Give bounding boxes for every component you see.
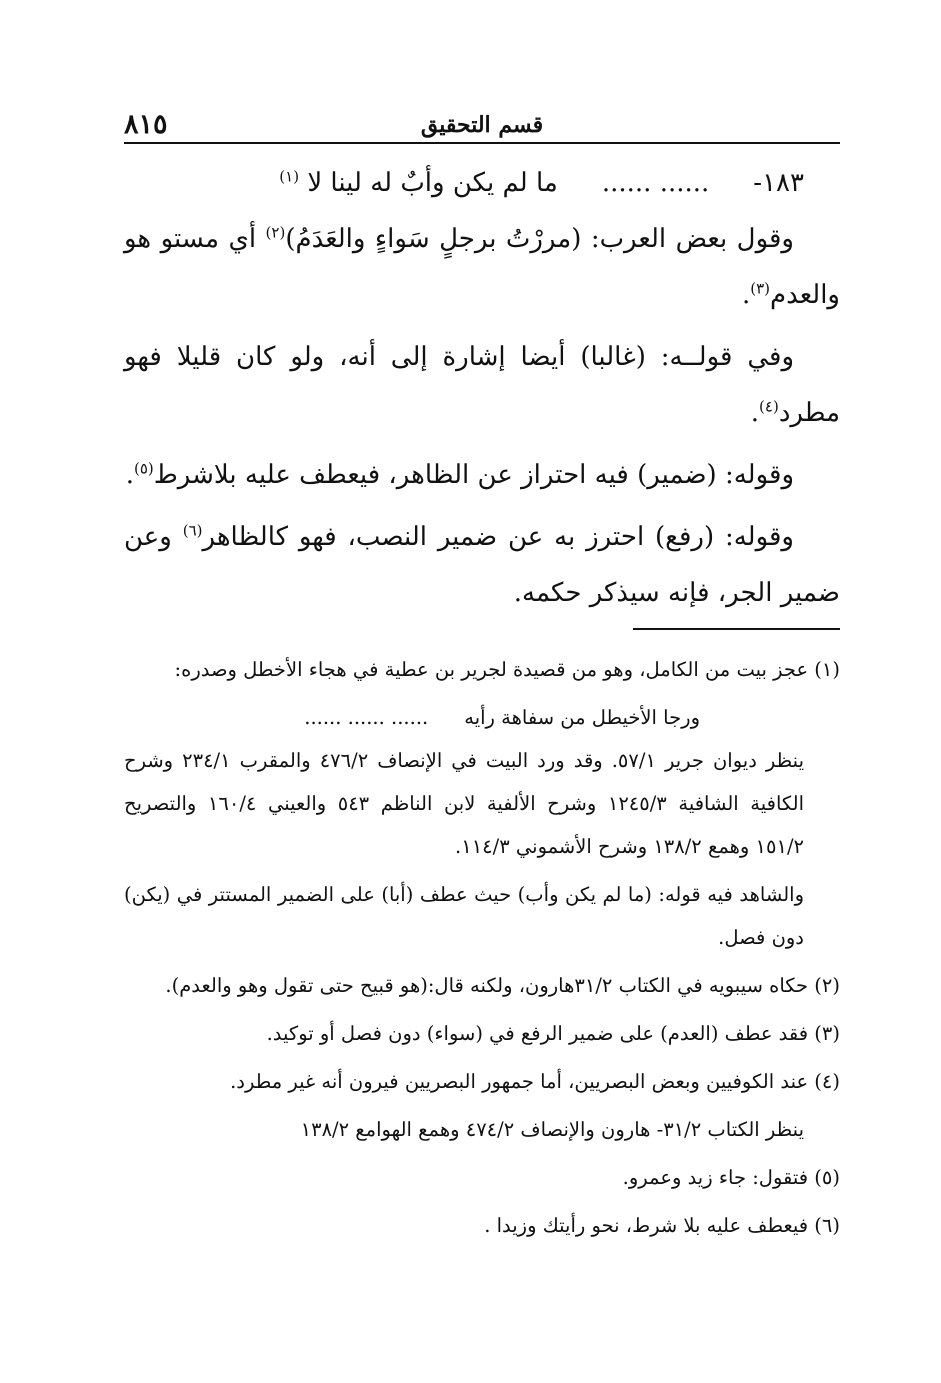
footnote-2: (٢) حكاه سيبويه في الكتاب ٣١/٢هارون، ولكنه قال:(هو قبيح حتى تقول وهو والعدم). [165,974,840,997]
footnote-ref: (٣) [750,279,770,298]
paragraph: وقوله: (رفع) احترز به عن ضمير النصب، فهو كالظاهر$^{(٦)}$ وعن ضمير الجر، فإنه سيذكر حكمه. [124,521,840,608]
footnote-ref: (٦) [182,521,203,540]
footnote-6: (٦) فيعطف عليه بلا شرط، نحو رأيتك وزيدا . [484,1214,840,1237]
page-number: ٨١٥ [124,109,168,140]
running-head: قسم التحقيق [420,112,544,138]
footnote-1: (١) عجز بيت من الكامل، وهو من قصيدة لجرير بن عطية في هجاء الأخطل وصدره: [174,658,840,681]
footnote-5: (٥) فتقول: جاء زيد وعمرو. [622,1166,840,1189]
verse-line [124,155,840,211]
footnote-ref: (٤) [759,397,779,416]
paragraph: وقوله: (ضمير) فيه احتراز عن الظاهر، فيعطف عليه بلاشرط$^{(٥)}$. [125,459,794,490]
footnote-4-refs: ينظر الكتاب ٣١/٢- هارون والإنصاف ٤٧٤/٢ وهمع الهوامع ١٣٨/٢ [300,1118,804,1141]
page-header [124,108,840,144]
footnote-4: (٤) عند الكوفيين وبعض البصريين، أما جمهور البصريين فيرون أنه غير مطرد. [230,1070,840,1093]
footnote-3: (٣) فقد عطف (العدم) على ضمير الرفع في (سواء) دون فصل أو توكيد. [266,1022,840,1045]
footnote-ref: (١) [279,167,300,186]
footnotes [124,648,840,1252]
footnote-separator [633,628,840,630]
verse-ellipsis: ...... ...... [601,168,710,198]
footnote-1-evidence: والشاهد فيه قوله: (ما لم يكن وأب) حيث عطف (أبا) على الضمير المستتر في (يكن) دون فصل. [124,883,804,949]
footnote-ref: (٢) [265,223,286,242]
footnote-1-refs: ينظر ديوان جرير ٥٧/١. وقد ورد البيت في الإنصاف ٤٧٦/٢ والمقرب ٢٣٤/١ وشرح الكافية الشافية ١٢٤٥/٣ وشرح الألفية لابن الناظم ٥٤٣ والعيني ١٦٠/٤ والتصريح ١٥١/٢ وهمع ١٣٨/٢ وشرح الأشموني ١١٤/٣. [124,749,805,858]
footnote-ref: (٥) [133,459,154,478]
main-text [124,155,840,627]
verse-text: ما لم يكن وأبٌ له لينا لا $^{(١)}$ [279,167,558,198]
footnote-verse: ورجا الأخيطل من سفاهة رأيه ...... ...... ...... [304,706,700,729]
paragraph: وفي قولــه: (غالبا) أيضا إشارة إلى أنه، ولو كان قليلا فهو مطرد$^{(٤)}$. [124,342,840,428]
verse-number: ١٨٣- [753,168,804,198]
paragraph: وقول بعض العرب: (مررْتُ برجلٍ سَواءٍ والعَدَمُ)$^{(٢)}$ أي مستو هو والعدم$^{(٣)}$. [124,223,840,310]
